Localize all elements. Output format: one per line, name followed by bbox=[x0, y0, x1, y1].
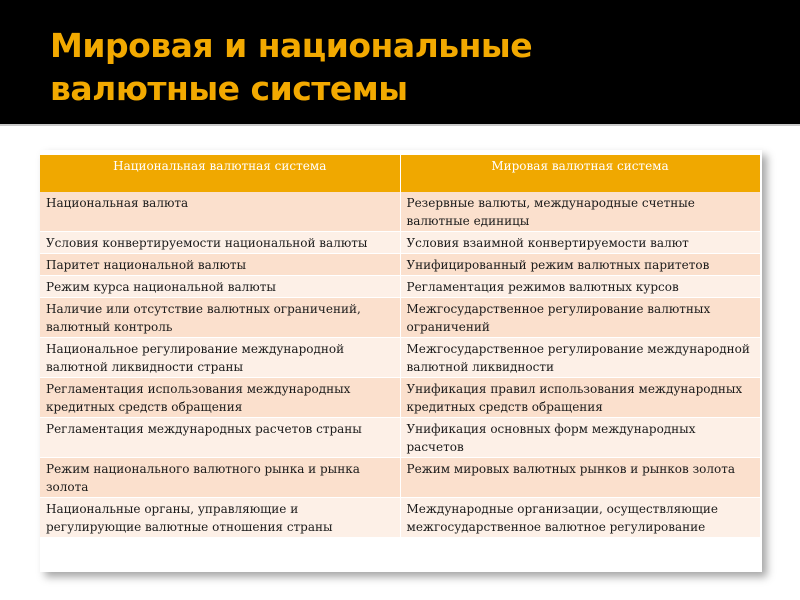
table-row bbox=[40, 192, 760, 232]
table-row bbox=[40, 378, 760, 418]
world-cell: Межгосударственное регулирование международной валютной ликвидности bbox=[400, 338, 760, 378]
table-row bbox=[40, 338, 760, 378]
table-row bbox=[40, 498, 760, 538]
national-cell: Регламентация международных расчетов страны bbox=[40, 418, 400, 458]
table-row bbox=[40, 458, 760, 498]
header-national: Национальная валютная система bbox=[40, 155, 400, 192]
national-cell: Национальные органы, управляющие и регулирующие валютные отношения страны bbox=[40, 498, 400, 538]
world-cell: Унификация правил использования международных кредитных средств обращения bbox=[400, 378, 760, 418]
world-cell: Международные организации, осуществляющие межгосударственное валютное регулирование bbox=[400, 498, 760, 538]
table-row bbox=[40, 232, 760, 254]
table-row bbox=[40, 298, 760, 338]
national-cell: Наличие или отсутствие валютных ограничений, валютный контроль bbox=[40, 298, 400, 338]
slide-title: Мировая и национальные валютные системы bbox=[50, 26, 533, 108]
world-cell: Унифицированный режим валютных паритетов bbox=[400, 254, 760, 276]
national-cell: Режим национального валютного рынка и рынка золота bbox=[40, 458, 400, 498]
world-cell: Режим мировых валютных рынков и рынков золота bbox=[400, 458, 760, 498]
table-header-row bbox=[40, 155, 760, 192]
national-cell: Режим курса национальной валюты bbox=[40, 276, 400, 298]
world-cell: Резервные валюты, международные счетные валютные единицы bbox=[400, 192, 760, 232]
national-cell: Регламентация использования международных кредитных средств обращения bbox=[40, 378, 400, 418]
world-cell: Унификация основных форм международных расчетов bbox=[400, 418, 760, 458]
table-row bbox=[40, 418, 760, 458]
world-cell: Условия взаимной конвертируемости валют bbox=[400, 232, 760, 254]
national-cell: Национальное регулирование международной валютной ликвидности страны bbox=[40, 338, 400, 378]
national-cell: Паритет национальной валюты bbox=[40, 254, 400, 276]
world-cell: Регламентация режимов валютных курсов bbox=[400, 276, 760, 298]
table-row bbox=[40, 276, 760, 298]
national-cell: Условия конвертируемости национальной валюты bbox=[40, 232, 400, 254]
world-cell: Межгосударственное регулирование валютных ограничений bbox=[400, 298, 760, 338]
title-bar bbox=[0, 0, 800, 126]
table-row bbox=[40, 254, 760, 276]
header-world: Мировая валютная система bbox=[400, 155, 760, 192]
national-cell: Национальная валюта bbox=[40, 192, 400, 232]
comparison-table bbox=[40, 155, 761, 538]
